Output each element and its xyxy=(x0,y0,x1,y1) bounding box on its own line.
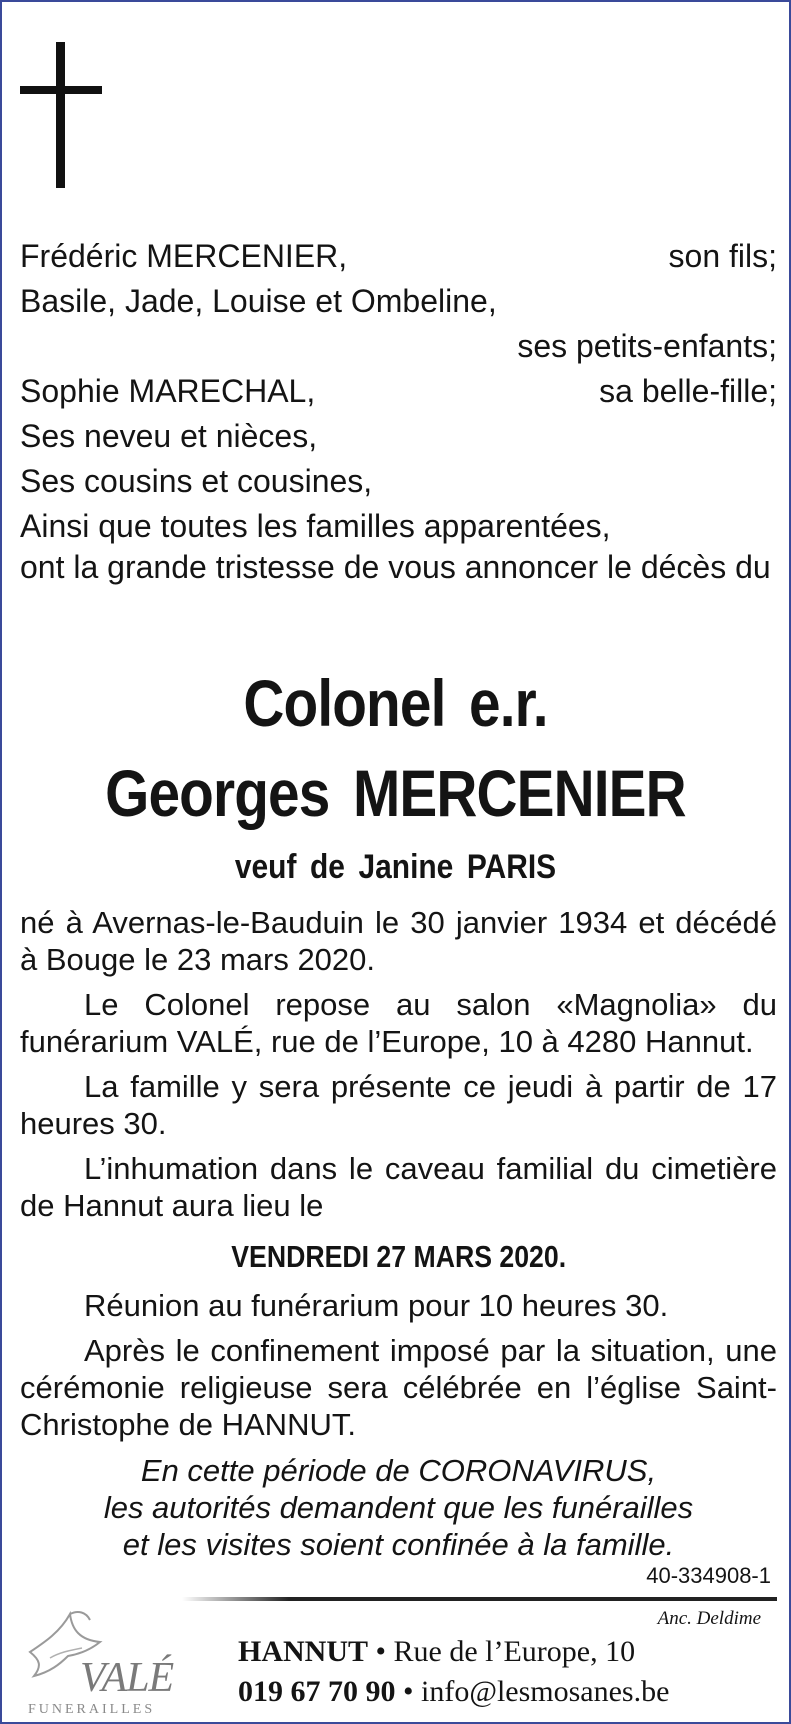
cousins: Ses cousins et cousines, xyxy=(20,463,373,499)
family-list xyxy=(20,234,777,585)
daughter-in-law-name: Sophie MARECHAL, xyxy=(20,373,316,409)
notice-line-3: et les visites soient confinée à la famille. xyxy=(122,1527,675,1562)
logo-wordmark: VALÉ xyxy=(80,1655,174,1701)
daughter-in-law-relation: sa belle-fille; xyxy=(599,373,777,409)
birth-death: né à Avernas-le-Bauduin le 30 janvier 1934 et décédé à Bouge le 23 mars 2020. xyxy=(20,905,777,977)
email: • info@lesmosanes.be xyxy=(403,1675,670,1708)
cross-icon xyxy=(20,42,102,188)
widow-of: veuf de Janine PARIS xyxy=(234,848,557,886)
family-row-daughter-in-law xyxy=(20,369,777,414)
deceased-name: Georges MERCENIER xyxy=(105,756,686,830)
reference-number: 40-334908-1 xyxy=(646,1563,771,1588)
family-presence: La famille y sera présente ce jeudi à partir de 17 heures 30. xyxy=(20,1069,777,1141)
announcement-line: ont la grande tristesse de vous annoncer le décès du xyxy=(20,549,771,585)
meeting-time: Réunion au funérarium pour 10 heures 30. xyxy=(84,1288,669,1323)
city: HANNUT xyxy=(238,1635,369,1668)
deceased-block xyxy=(2,658,789,892)
former-name: Anc. Deldime xyxy=(657,1608,761,1629)
vale-logo xyxy=(20,1602,190,1717)
related-families: Ainsi que toutes les familles apparentées, xyxy=(20,508,611,544)
contact-info xyxy=(238,1632,669,1712)
nephews-nieces: Ses neveu et nièces, xyxy=(20,418,318,454)
address: • Rue de l’Europe, 10 xyxy=(375,1635,636,1668)
phone: 019 67 70 90 xyxy=(238,1675,396,1708)
funeral-date: VENDREDI 27 MARS 2020. xyxy=(231,1239,566,1274)
grandchildren-relation: ses petits-enfants; xyxy=(517,328,777,364)
burial-info: L’inhumation dans le caveau familial du cimetière de Hannut aura lieu le xyxy=(20,1151,777,1223)
son-relation: son fils; xyxy=(668,238,777,274)
grandchildren-names: Basile, Jade, Louise et Ombeline, xyxy=(20,283,497,319)
notice-line-2: les autorités demandent que les funérailles xyxy=(103,1490,694,1525)
details xyxy=(20,904,777,1443)
divider xyxy=(182,1597,777,1601)
deceased-rank: Colonel e.r. xyxy=(243,666,548,740)
address-line xyxy=(238,1632,669,1672)
ceremony-info: Après le confinement imposé par la situation, une cérémonie religieuse sera célébrée en l’église Saint-Christophe de HANNUT. xyxy=(20,1333,777,1442)
logo-subtitle: FUNERAILLES xyxy=(28,1702,156,1717)
resting-place: Le Colonel repose au salon «Magnolia» du funérarium VALÉ, rue de l’Europe, 10 à 4280 Hannut. xyxy=(20,987,777,1059)
coronavirus-notice xyxy=(20,1452,777,1563)
notice-line-1: En cette période de CORONAVIRUS, xyxy=(140,1453,657,1488)
phone-line xyxy=(238,1672,669,1712)
son-name: Frédéric MERCENIER, xyxy=(20,238,348,274)
family-row-son xyxy=(20,234,777,279)
